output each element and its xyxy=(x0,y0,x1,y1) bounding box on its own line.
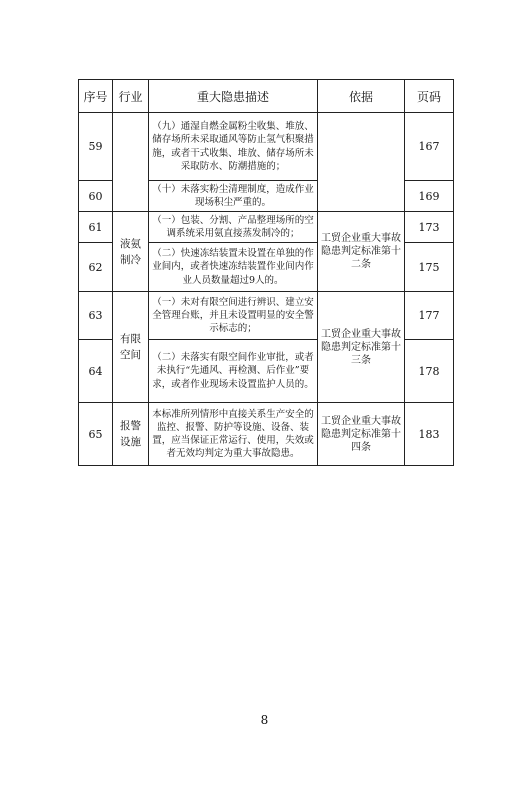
table-row xyxy=(79,212,454,243)
page-ref: 167 xyxy=(405,113,454,181)
header-basis: 依据 xyxy=(318,80,405,113)
row-number: 61 xyxy=(79,212,113,243)
hazard-table xyxy=(78,79,454,466)
row-number: 64 xyxy=(79,340,113,403)
header-industry: 行业 xyxy=(113,80,149,113)
header-desc: 重大隐患描述 xyxy=(149,80,318,113)
page-ref: 177 xyxy=(405,292,454,340)
basis-cell: 工贸企业重大事故隐患判定标准第十三条 xyxy=(318,292,405,403)
row-number: 59 xyxy=(79,113,113,181)
industry-cell xyxy=(113,113,149,212)
page-ref: 183 xyxy=(405,403,454,466)
hazard-description: （二）快速冻结装置未设置在单独的作业间内，或者快速冻结装置作业间内作业人员数量超过9人的。 xyxy=(149,243,318,292)
header-page: 页码 xyxy=(405,80,454,113)
page-ref: 175 xyxy=(405,243,454,292)
hazard-description: （二）未落实有限空间作业审批，或者未执行“先通风、再检测、后作业”要求，或者作业现场未设置监护人员的。 xyxy=(149,340,318,403)
page-ref: 173 xyxy=(405,212,454,243)
page-ref: 178 xyxy=(405,340,454,403)
hazard-description: （九）通湿自燃金属粉尘收集、堆放、储存场所未采取通风等防止氢气积聚措施，或者干式收集、堆放、储存场所未采取防水、防潮措施的； xyxy=(149,113,318,181)
table-row xyxy=(79,113,454,181)
row-number: 65 xyxy=(79,403,113,466)
basis-cell: 工贸企业重大事故隐患判定标准第十四条 xyxy=(318,403,405,466)
basis-cell xyxy=(318,113,405,212)
industry-cell: 报警设施 xyxy=(113,403,149,466)
table-row xyxy=(79,403,454,466)
page-number: 8 xyxy=(260,713,269,727)
row-number: 63 xyxy=(79,292,113,340)
hazard-description: （一）未对有限空间进行辨识、建立安全管理台账，并且未设置明显的安全警示标志的； xyxy=(149,292,318,340)
industry-cell: 液氨制冷 xyxy=(113,212,149,292)
row-number: 62 xyxy=(79,243,113,292)
hazard-description: （十）未落实粉尘清理制度，造成作业现场积尘严重的。 xyxy=(149,181,318,212)
table-header-row xyxy=(79,80,454,113)
row-number: 60 xyxy=(79,181,113,212)
page-ref: 169 xyxy=(405,181,454,212)
hazard-description: 本标准所列情形中直接关系生产安全的监控、报警、防护等设施、设备、装置，应当保证正常运行、使用，失效或者无效均判定为重大事故隐患。 xyxy=(149,403,318,466)
header-no: 序号 xyxy=(79,80,113,113)
hazard-description: （一）包装、分割、产品整理场所的空调系统采用氨直接蒸发制冷的； xyxy=(149,212,318,243)
table-row xyxy=(79,292,454,340)
industry-cell: 有限空间 xyxy=(113,292,149,403)
basis-cell: 工贸企业重大事故隐患判定标准第十二条 xyxy=(318,212,405,292)
